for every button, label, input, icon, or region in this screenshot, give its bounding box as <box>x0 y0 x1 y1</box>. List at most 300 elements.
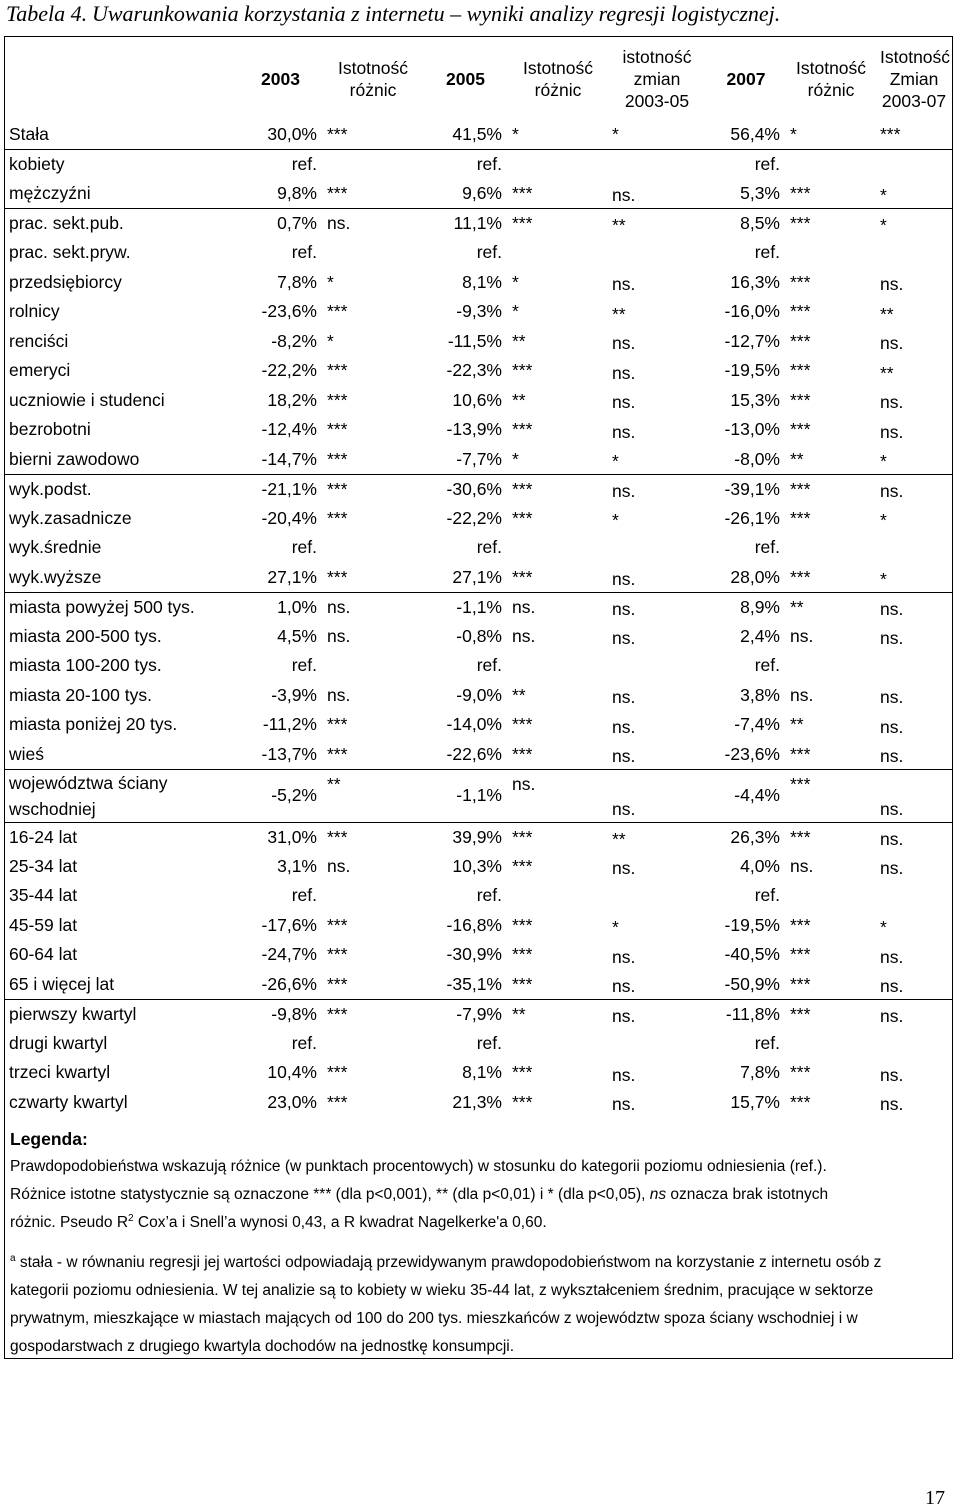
table-row <box>5 852 952 882</box>
table-cell: -3,9% <box>271 684 317 705</box>
table-cell: ns. <box>508 769 608 822</box>
table-cell: ns. <box>880 858 904 878</box>
header-cell: 2003 <box>261 69 300 89</box>
table-cell: -14,0% <box>446 714 502 735</box>
table-row <box>5 681 952 711</box>
legend-text: ns <box>649 1186 667 1203</box>
table-cell: ns. <box>880 946 904 967</box>
table-cell: *** <box>327 448 348 469</box>
table-cell: 39,9% <box>423 822 508 852</box>
row-label: 35-44 lat <box>9 885 78 906</box>
table-cell: ref. <box>423 150 508 180</box>
table-cell: * <box>880 510 887 530</box>
table-cell: ns. <box>880 716 904 737</box>
regression-table <box>5 38 952 1117</box>
table-cell: *** <box>508 209 608 239</box>
legend-text: oznacza brak istotnych <box>666 1186 829 1203</box>
table-cell: *** <box>327 1062 348 1082</box>
table-cell: * <box>327 271 334 292</box>
table-cell: ns. <box>612 975 636 996</box>
legend <box>10 1125 940 1361</box>
header-cell: Istotność różnic <box>522 58 594 100</box>
row-label: wyk.wyższe <box>9 566 102 587</box>
table-cell: *** <box>790 301 811 321</box>
table-cell: 8,1% <box>462 1062 502 1083</box>
table-cell: ns. <box>790 625 814 646</box>
table-cell: 27,1% <box>267 566 317 587</box>
table-cell: -5,2% <box>238 769 323 822</box>
table-cell: ns. <box>876 592 952 622</box>
table-cell: ns. <box>612 421 636 442</box>
table-cell: ref. <box>476 655 502 676</box>
table-cell: *** <box>786 822 876 852</box>
table-cell: ns. <box>880 745 904 766</box>
table-row <box>5 769 952 822</box>
table-row <box>5 1058 952 1088</box>
legend-note <box>10 1249 940 1361</box>
table-cell: 3,1% <box>277 855 317 876</box>
table-cell: 56,4% <box>730 124 780 144</box>
table-cell: -30,9% <box>446 944 502 965</box>
table-cell: * <box>512 124 519 144</box>
table-row <box>5 150 952 180</box>
table-cell: ref. <box>238 150 323 180</box>
table-cell <box>508 881 608 911</box>
table-cell: -13,7% <box>261 743 317 764</box>
table-cell: ref. <box>754 885 780 906</box>
table-cell: *** <box>786 999 876 1029</box>
row-label: miasta 100-200 tys. <box>9 655 162 676</box>
table-number: Tabela 4. <box>6 1 88 26</box>
table-cell <box>608 150 706 180</box>
legend-text: Różnice istotne statystycznie są oznaczone *** (dla p<0,001), ** (dla p<0,01) i * (dla p<0,05), <box>10 1186 650 1203</box>
table-cell: ** <box>512 684 526 705</box>
table-cell <box>876 651 952 681</box>
table-cell <box>876 150 952 180</box>
table-cell <box>786 1029 876 1059</box>
table-cell: *** <box>508 822 608 852</box>
table-cell: 10,4% <box>267 1062 317 1083</box>
table-cell: *** <box>512 360 533 380</box>
header-cell: Istotność różnic <box>796 58 867 100</box>
row-label: bierni zawodowo <box>9 448 140 469</box>
page-number: 17 <box>925 1487 945 1509</box>
table-cell: ** <box>508 999 608 1029</box>
table-row <box>5 533 952 563</box>
table-cell: 10,3% <box>452 855 502 876</box>
table-cell: *** <box>512 183 533 203</box>
table-cell: *** <box>327 914 348 935</box>
table-cell: ns. <box>880 421 904 442</box>
table-cell: 2,4% <box>740 625 780 646</box>
note-text: stała - w równaniu regresji jej wartości odpowiadają przewidywanym prawdopodobieństwom na korzystanie z internetu osób z kategorii poziomu odniesienia. W tej analizie są to kobiety w wieku 35-44 lat, z wykształceniem średnim, pracujące w sektorze prywatnym, mieszkające w miastach mających od 100 do 200 tys. mieszkańców z województw spoza ściany wschodniej i w gospodarstwach z drugiego kwartyla dochodów na jednostkę konsumpcji. <box>10 1254 882 1355</box>
table-cell: ** <box>790 448 804 469</box>
table-row <box>5 881 952 911</box>
table-cell: 11,1% <box>423 209 508 239</box>
table-cell: ns. <box>790 684 814 705</box>
table-cell <box>786 150 876 180</box>
table-row <box>5 474 952 504</box>
table-cell: ** <box>790 714 804 734</box>
table-cell: ref. <box>754 537 780 558</box>
table-cell: ns. <box>880 333 904 353</box>
table-cell: *** <box>327 973 348 994</box>
table-cell <box>876 533 952 563</box>
table-cell: -7,9% <box>423 999 508 1029</box>
header-cell: Istotność Zmian 2003-07 <box>880 47 951 111</box>
table-cell <box>508 533 608 563</box>
table-cell: ref. <box>291 1032 317 1053</box>
table-cell: -11,8% <box>706 999 786 1029</box>
table-cell: -22,2% <box>446 507 502 528</box>
table-row <box>5 563 952 593</box>
table-cell: *** <box>790 271 811 292</box>
table-row <box>5 327 952 357</box>
table-cell: ref. <box>291 655 317 676</box>
table-cell: * <box>880 450 887 471</box>
table-cell: -7,4% <box>734 714 780 735</box>
table-cell: -21,1% <box>238 474 323 504</box>
table-cell: -9,8% <box>238 999 323 1029</box>
table-cell <box>508 651 608 681</box>
row-label: 60-64 lat <box>9 944 78 965</box>
table-cell: * <box>880 917 887 937</box>
row-label: uczniowie i studenci <box>9 389 165 410</box>
table-cell: ns. <box>508 592 608 622</box>
table-cell: 7,8% <box>740 1062 780 1083</box>
table-cell: -39,1% <box>706 474 786 504</box>
table-cell: 28,0% <box>730 566 780 587</box>
table-cell: *** <box>512 507 533 528</box>
table-cell <box>608 1029 706 1059</box>
row-label: prac. sekt.pub. <box>5 209 238 239</box>
table-cell: * <box>512 448 519 469</box>
table-cell: 23,0% <box>267 1091 317 1112</box>
table-cell: 8,9% <box>706 592 786 622</box>
table-cell: ref. <box>754 242 780 263</box>
row-label: 65 i więcej lat <box>9 973 115 994</box>
table-cell: ns. <box>608 592 706 622</box>
table-cell: *** <box>512 944 533 964</box>
table-cell: -20,4% <box>261 507 317 528</box>
table-cell: 9,6% <box>462 183 502 203</box>
table-cell: * <box>876 209 952 239</box>
table-cell: *** <box>790 419 811 439</box>
table-cell: *** <box>790 183 811 203</box>
table-cell: 15,7% <box>730 1091 780 1112</box>
table-cell: *** <box>327 360 348 380</box>
table-cell: ns. <box>323 592 423 622</box>
row-label: wyk.zasadnicze <box>9 507 132 528</box>
table-cell: * <box>512 271 519 292</box>
table-cell: -0,8% <box>456 625 502 646</box>
table-cell: *** <box>327 124 348 144</box>
table-cell: *** <box>512 1062 533 1082</box>
table-cell: ns. <box>612 568 636 589</box>
table-cell: *** <box>790 743 811 764</box>
table-cell: -22,6% <box>446 743 502 764</box>
table-cell: *** <box>327 566 348 587</box>
table-cell: -8,2% <box>271 330 317 351</box>
legend-line: Prawdopodobieństwa wskazują różnice (w punktach procentowych) w stosunku do kategorii poziomu odniesienia (ref.). <box>10 1158 827 1175</box>
table-cell: ref. <box>754 1032 780 1053</box>
table-cell: *** <box>327 944 348 964</box>
table-cell <box>608 881 706 911</box>
table-cell: * <box>790 124 797 144</box>
legend-line <box>10 1181 940 1209</box>
table-cell: -12,4% <box>261 419 317 440</box>
table-cell: ns. <box>612 274 636 294</box>
table-cell: -16,0% <box>724 301 780 322</box>
table-cell: ref. <box>291 242 317 263</box>
table-cell: ns. <box>880 392 904 412</box>
row-label: wieś <box>9 743 45 764</box>
table-cell: ns. <box>612 185 636 205</box>
table-cell: ns. <box>876 769 952 822</box>
table-cell: ns. <box>612 1094 636 1114</box>
table-cell: *** <box>790 330 811 351</box>
table-cell: 26,3% <box>706 822 786 852</box>
table-row <box>5 504 952 534</box>
table-cell: 3,8% <box>740 684 780 705</box>
table-cell: -1,1% <box>423 592 508 622</box>
table-cell: -19,5% <box>724 914 780 935</box>
table-cell: *** <box>327 743 348 764</box>
table-cell: 21,3% <box>452 1091 502 1112</box>
table-cell: *** <box>512 714 533 734</box>
table-cell <box>786 651 876 681</box>
table-cell: *** <box>790 1062 811 1082</box>
table-cell: -22,3% <box>446 360 502 381</box>
table-cell: -26,6% <box>261 973 317 994</box>
row-label: kobiety <box>5 150 238 180</box>
table-cell: *** <box>323 474 423 504</box>
table-cell: 9,8% <box>277 183 317 203</box>
table-cell: *** <box>327 1091 348 1112</box>
table-row <box>5 999 952 1029</box>
table-cell: -9,0% <box>456 684 502 705</box>
table-cell: 18,2% <box>267 389 317 410</box>
table-cell <box>323 1029 423 1059</box>
table-cell <box>323 651 423 681</box>
table-cell: ns. <box>876 474 952 504</box>
table-cell: ** <box>608 822 706 852</box>
table-cell: ns. <box>612 687 636 707</box>
table-cell: 27,1% <box>452 566 502 587</box>
header-row <box>5 38 952 120</box>
table-row <box>5 268 952 298</box>
table-cell: ns. <box>323 209 423 239</box>
table-cell <box>323 881 423 911</box>
table-cell: 0,7% <box>238 209 323 239</box>
table-cell: *** <box>327 419 348 439</box>
table-cell: -30,6% <box>423 474 508 504</box>
row-label: Stała <box>9 124 49 144</box>
table-cell: ns. <box>880 975 904 996</box>
table-cell: -9,3% <box>456 301 502 322</box>
row-label: województwa ściany wschodniej <box>5 769 238 822</box>
table-cell: -40,5% <box>724 944 780 965</box>
table-cell: ref. <box>476 1032 502 1053</box>
table-cell: ref. <box>476 537 502 558</box>
table-cell: * <box>612 510 619 530</box>
header-cell: istotność zmian 2003-05 <box>622 47 692 111</box>
table-cell: -13,9% <box>446 419 502 440</box>
table-cell: *** <box>327 183 348 203</box>
row-label: prac. sekt.pryw. <box>9 242 131 263</box>
table-row <box>5 1088 952 1118</box>
table-row <box>5 356 952 386</box>
table-row <box>5 940 952 970</box>
table-cell: -4,4% <box>706 769 786 822</box>
table-cell: -24,7% <box>261 944 317 965</box>
row-label: miasta 200-500 tys. <box>9 625 162 646</box>
table-cell: *** <box>786 474 876 504</box>
table-row <box>5 970 952 1000</box>
table-cell <box>508 1029 608 1059</box>
table-cell: * <box>612 917 619 937</box>
table-cell: ** <box>512 389 526 410</box>
table-cell: ns. <box>880 274 904 294</box>
table-cell: ns. <box>790 855 814 876</box>
table-cell: ns. <box>327 625 351 646</box>
table-cell: *** <box>790 507 811 528</box>
table-cell: *** <box>512 419 533 439</box>
row-label: 16-24 lat <box>5 822 238 852</box>
table-cell: ** <box>786 592 876 622</box>
table-cell: ns. <box>327 684 351 705</box>
table-cell: ** <box>323 769 423 822</box>
table-cell: ns. <box>876 822 952 852</box>
table-cell: *** <box>508 474 608 504</box>
table-row <box>5 911 952 941</box>
table-cell <box>876 881 952 911</box>
table-cell: ns. <box>612 628 636 648</box>
row-label: przedsiębiorcy <box>9 271 122 292</box>
table-cell: ** <box>880 362 894 383</box>
table-cell: 30,0% <box>267 124 317 144</box>
table-row <box>5 1029 952 1059</box>
row-label: 45-59 lat <box>9 914 78 935</box>
table-cell: 31,0% <box>238 822 323 852</box>
table-row <box>5 238 952 268</box>
table-cell: *** <box>512 973 533 994</box>
row-label: miasta 20-100 tys. <box>9 684 152 705</box>
legend-heading: Legenda: <box>10 1129 88 1149</box>
table-cell: ns. <box>612 333 636 353</box>
table-row <box>5 120 952 150</box>
legend-text: Cox’a i Snell’a wynosi 0,43, a R kwadrat Nagelkerke'a 0,60. <box>133 1214 547 1231</box>
legend-line <box>10 1209 940 1237</box>
table-body <box>5 120 952 1117</box>
table-cell: 7,8% <box>277 271 317 292</box>
table-cell: -22,2% <box>261 360 317 381</box>
table-cell: ns. <box>880 1094 904 1114</box>
table-cell: -8,0% <box>734 448 780 469</box>
table-cell: ** <box>612 303 626 324</box>
table-cell: 8,5% <box>706 209 786 239</box>
table-cell: *** <box>790 389 811 410</box>
table-row <box>5 822 952 852</box>
table-cell <box>786 533 876 563</box>
table-cell: *** <box>327 389 348 410</box>
table-row <box>5 297 952 327</box>
table-cell: ns. <box>608 999 706 1029</box>
row-label: wyk.średnie <box>9 537 102 558</box>
table-cell: ns. <box>876 999 952 1029</box>
row-label: drugi kwartyl <box>9 1032 108 1053</box>
row-label: bezrobotni <box>9 419 91 440</box>
row-label: miasta poniżej 20 tys. <box>9 714 178 735</box>
row-label: czwarty kwartyl <box>9 1091 128 1112</box>
table-cell <box>323 238 423 268</box>
table-cell: ref. <box>754 655 780 676</box>
table-cell: *** <box>512 914 533 935</box>
table-cell: * <box>612 124 619 144</box>
table-cell <box>323 533 423 563</box>
table-cell: 4,5% <box>277 625 317 646</box>
table-cell: * <box>612 450 619 471</box>
table-cell: ns. <box>608 769 706 822</box>
table-cell: *** <box>323 822 423 852</box>
header-cell: Istotność różnic <box>337 58 409 100</box>
table-cell: * <box>512 301 519 321</box>
table-row <box>5 386 952 416</box>
table-cell: 4,0% <box>740 855 780 876</box>
table-cell: -16,8% <box>446 914 502 935</box>
table-row <box>5 651 952 681</box>
table-cell: ** <box>880 303 894 324</box>
table-cell: ns. <box>612 392 636 412</box>
table-cell: ns. <box>612 716 636 737</box>
table-cell: 1,0% <box>238 592 323 622</box>
table-cell <box>876 1029 952 1059</box>
table-cell: *** <box>512 1091 533 1112</box>
row-label: rolnicy <box>9 301 60 322</box>
table-cell: ns. <box>880 628 904 648</box>
table-cell: ref. <box>476 242 502 263</box>
table-cell <box>786 881 876 911</box>
row-label: 25-34 lat <box>9 855 78 876</box>
table-cell: *** <box>880 124 901 144</box>
table-cell: ** <box>608 209 706 239</box>
table-cell: *** <box>323 999 423 1029</box>
table-cell: *** <box>327 714 348 734</box>
table-cell: -23,6% <box>724 743 780 764</box>
table-cell: -17,6% <box>261 914 317 935</box>
legend-text: różnic. Pseudo R <box>10 1214 129 1231</box>
table-cell <box>608 533 706 563</box>
table-cell <box>508 150 608 180</box>
table-cell: ns. <box>612 1064 636 1085</box>
table-caption: Uwarunkowania korzystania z internetu – wyniki analizy regresji logistycznej. <box>92 1 781 26</box>
table-row <box>5 622 952 652</box>
table-row <box>5 740 952 770</box>
table-cell: ref. <box>476 885 502 906</box>
table-cell: -14,7% <box>261 448 317 469</box>
table-cell: 15,3% <box>730 389 780 410</box>
table-cell: -11,2% <box>262 714 317 735</box>
table-cell: 10,6% <box>452 389 502 410</box>
table-row <box>5 445 952 475</box>
table-cell: *** <box>790 914 811 935</box>
table-cell: -13,0% <box>724 419 780 440</box>
table-cell: -26,1% <box>724 507 780 528</box>
table-cell: -12,7% <box>724 330 780 351</box>
table-cell: -7,7% <box>456 448 502 469</box>
table-cell: *** <box>512 743 533 764</box>
table-cell: ref. <box>291 885 317 906</box>
